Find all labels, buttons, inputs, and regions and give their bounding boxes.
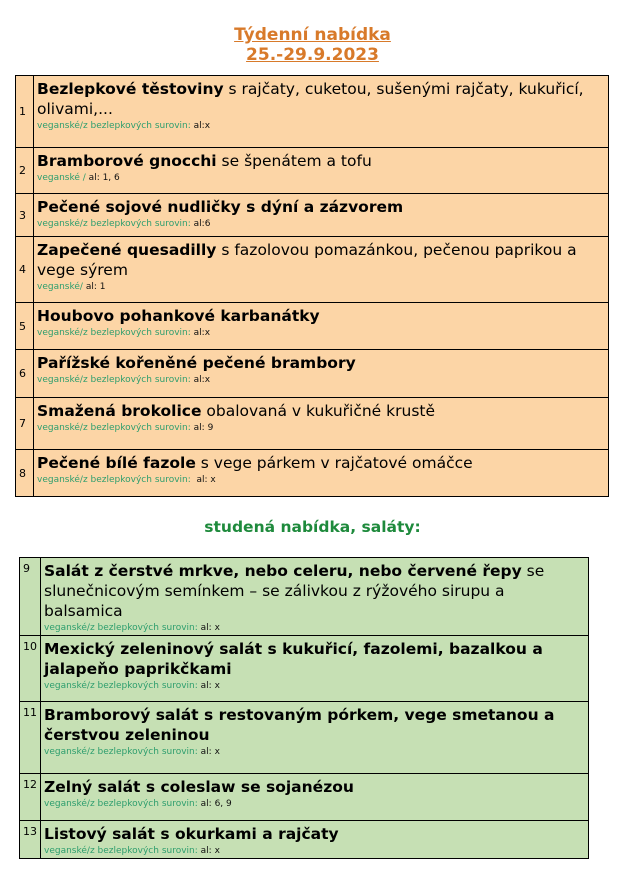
hot-menu-item-number: 6 [16, 350, 34, 398]
cold-menu-item-number: 11 [20, 702, 41, 774]
cold-menu-item-diet-tag: veganské/z bezlepkových surovin: [44, 799, 198, 809]
hot-menu-item-description: obalovaná v kukuřičné krustě [201, 402, 436, 420]
hot-menu-row [16, 148, 609, 194]
hot-menu-item-diet-tag: veganské/ [37, 282, 83, 292]
hot-menu-row [16, 194, 609, 237]
hot-menu-item-number: 2 [16, 148, 34, 194]
hot-menu-item-diet-tag: veganské/z bezlepkových surovin: [37, 375, 191, 385]
hot-menu-item-diet-tag: veganské/z bezlepkových surovin: [37, 219, 191, 229]
hot-menu-row [16, 303, 609, 350]
hot-menu-item-number: 8 [16, 450, 34, 497]
cold-menu-item-number: 12 [20, 774, 41, 821]
hot-menu-row [16, 237, 609, 303]
cold-menu-item-number: 13 [20, 821, 41, 859]
cold-menu-item-description: se slunečnicovým semínkem – se zálivkou z rýžového sirupu a balsamica [44, 562, 545, 620]
menu-dates: 25.-29.9.2023 [246, 45, 379, 65]
cold-menu-row [20, 558, 589, 636]
hot-menu-item-allergens: al:6 [190, 219, 211, 229]
cold-menu-row [20, 821, 589, 859]
cold-menu-item-diet-tag: veganské/z bezlepkových surovin: [44, 747, 198, 757]
cold-menu-item-diet-tag: veganské/z bezlepkových surovin: [44, 846, 198, 856]
hot-menu-row [16, 76, 609, 148]
hot-menu-item-number: 3 [16, 194, 34, 237]
cold-menu-row [20, 636, 589, 702]
hot-menu-item-number: 7 [16, 398, 34, 450]
hot-menu-item-name: Smažená brokolice [37, 402, 202, 420]
hot-menu-item-allergens: al:x [190, 328, 211, 338]
hot-menu-item-allergens: al: 1, 6 [85, 173, 120, 183]
hot-menu-item-name: Bramborové gnocchi [37, 152, 217, 170]
menu-title: Týdenní nabídka [234, 25, 391, 45]
hot-menu-item-allergens: al:x [190, 375, 211, 385]
hot-menu-item-name: Pečené sojové nudličky s dýní a zázvorem [37, 198, 404, 216]
hot-menu-item-name: Houbovo pohankové karbanátky [37, 307, 320, 325]
cold-menu-item-name: Listový salát s okurkami a rajčaty [44, 825, 339, 843]
cold-menu-item-name: Salát z čerstvé mrkve, nebo celeru, nebo červené řepy [44, 562, 522, 580]
hot-menu-item-name: Zapečené quesadilly [37, 241, 217, 259]
cold-menu-item-allergens: al: x [197, 747, 220, 757]
cold-menu-item-name: Mexický zeleninový salát s kukuřicí, fazolemi, bazalkou a jalapeňo paprikčkami [44, 640, 543, 678]
hot-menu-item-name: Pařížské kořeněné pečené brambory [37, 354, 356, 372]
hot-menu-item-allergens: al: 9 [190, 423, 214, 433]
hot-menu-row [16, 398, 609, 450]
hot-menu-item-diet-tag: veganské/z bezlepkových surovin: [37, 475, 191, 485]
hot-menu-item-number: 5 [16, 303, 34, 350]
cold-menu-item-diet-tag: veganské/z bezlepkových surovin: [44, 623, 198, 633]
cold-menu-table [19, 557, 589, 859]
cold-menu-item-allergens: al: x [197, 681, 220, 691]
hot-menu-item-allergens: al: x [190, 475, 216, 485]
hot-menu-item-allergens: al:x [190, 121, 211, 131]
hot-menu-item-description: s rajčaty, cuketou, sušenými rajčaty, kukuřicí, olivami,... [37, 80, 584, 118]
cold-menu-row [20, 774, 589, 821]
hot-menu-item-diet-tag: veganské / [37, 173, 86, 183]
hot-menu-item-description: s vege párkem v rajčatové omáčce [195, 454, 473, 472]
hot-menu-table [15, 75, 609, 497]
hot-menu-item-allergens: al: 1 [82, 282, 106, 292]
hot-menu-item-diet-tag: veganské/z bezlepkových surovin: [37, 423, 191, 433]
hot-menu-row [16, 450, 609, 497]
cold-menu-item-diet-tag: veganské/z bezlepkových surovin: [44, 681, 198, 691]
cold-menu-row [20, 702, 589, 774]
cold-section-title: studená nabídka, saláty: [204, 518, 421, 536]
cold-menu-item-allergens: al: x [197, 846, 220, 856]
hot-menu-row [16, 350, 609, 398]
hot-menu-item-name: Pečené bílé fazole [37, 454, 196, 472]
hot-menu-item-number: 4 [16, 237, 34, 303]
hot-menu-item-number: 1 [16, 76, 34, 148]
cold-menu-item-allergens: al: 6, 9 [197, 799, 232, 809]
cold-menu-item-name: Bramborový salát s restovaným pórkem, vege smetanou a čerstvou zeleninou [44, 706, 555, 744]
cold-menu-item-name: Zelný salát s coleslaw se sojanézou [44, 778, 354, 796]
hot-menu-item-description: s fazolovou pomazánkou, pečenou paprikou a vege sýrem [37, 241, 577, 279]
hot-menu-item-diet-tag: veganské/z bezlepkových surovin: [37, 328, 191, 338]
hot-menu-item-name: Bezlepkové těstoviny [37, 80, 224, 98]
cold-menu-item-number: 10 [20, 636, 41, 702]
hot-menu-item-description: se špenátem a tofu [216, 152, 372, 170]
hot-menu-item-diet-tag: veganské/z bezlepkových surovin: [37, 121, 191, 131]
cold-menu-item-allergens: al: x [197, 623, 220, 633]
cold-menu-item-number: 9 [20, 558, 41, 636]
